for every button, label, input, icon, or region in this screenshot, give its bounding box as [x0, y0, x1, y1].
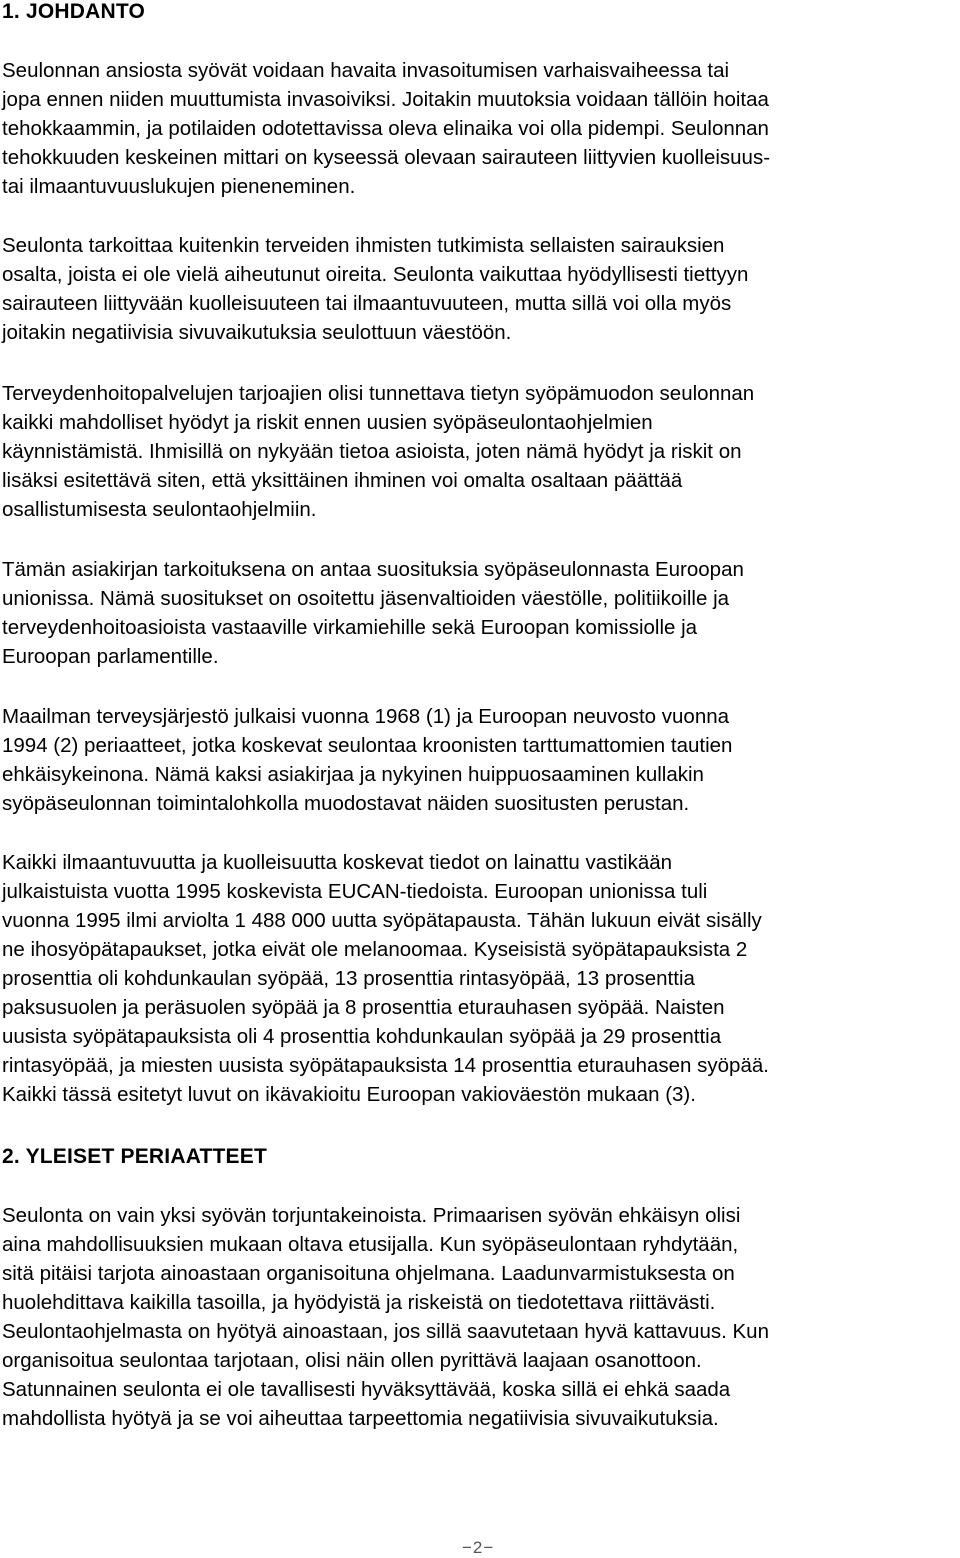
- text-line: julkaistuista vuotta 1995 koskevista EUCAN-tiedoista. Euroopan unionissa tuli: [2, 880, 708, 903]
- paragraph-3: [2, 379, 958, 524]
- text-line: 1994 (2) periaatteet, jotka koskevat seulontaa kroonisten tarttumattomien tautien: [2, 734, 733, 757]
- text-line: Maailman terveysjärjestö julkaisi vuonna 1968 (1) ja Euroopan neuvosto vuonna: [2, 705, 730, 728]
- text-line: tai ilmaantuvuuslukujen pieneneminen.: [2, 175, 356, 198]
- text-line: sairauteen liittyvään kuolleisuuteen tai ilmaantuvuuteen, mutta sillä voi olla myös: [2, 292, 732, 315]
- text-line: joitakin negatiivisia sivuvaikutuksia seulottuun väestöön.: [2, 321, 512, 344]
- text-line: jopa ennen niiden muuttumista invasoiviksi. Joitakin muutoksia voidaan tällöin hoitaa: [2, 88, 769, 111]
- text-line: aina mahdollisuuksien mukaan oltava etusijalla. Kun syöpäseulontaan ryhdytään,: [2, 1233, 739, 1256]
- paragraph-2: [2, 231, 958, 347]
- text-line: Kaikki tässä esitetyt luvut on ikävakioitu Euroopan vakioväestön mukaan (3).: [2, 1083, 696, 1106]
- text-line: unionissa. Nämä suositukset on osoitettu jäsenvaltioiden väestölle, politiikoille ja: [2, 587, 730, 610]
- text-line: Seulontaohjelmasta on hyötyä ainoastaan, jos sillä saavutetaan hyvä kattavuus. Kun: [2, 1320, 769, 1343]
- paragraph-1: [2, 56, 958, 201]
- paragraph-7: [2, 1201, 958, 1433]
- text-line: osallistumisesta seulontaohjelmiin.: [2, 498, 317, 521]
- text-line: Terveydenhoitopalvelujen tarjoajien olisi tunnettava tietyn syöpämuodon seulonnan: [2, 382, 755, 405]
- paragraph-6: [2, 848, 958, 1109]
- text-line: mahdollista hyötyä ja se voi aiheuttaa tarpeettomia negatiivisia sivuvaikutuksia.: [2, 1407, 719, 1430]
- text-line: vuonna 1995 ilmi arviolta 1 488 000 uutta syöpätapausta. Tähän lukuun eivät sisälly: [2, 909, 762, 932]
- text-line: tehokkuuden keskeinen mittari on kyseessä olevaan sairauteen liittyvien kuolleisuus-: [2, 146, 771, 169]
- text-line: syöpäseulonnan toimintalohkolla muodostavat näiden suositusten perustan.: [2, 792, 690, 815]
- text-line: käynnistämistä. Ihmisillä on nykyään tietoa asioista, joten nämä hyödyt ja riskit on: [2, 440, 742, 463]
- page-number: −2−: [462, 1538, 495, 1557]
- text-line: osalta, joista ei ole vielä aiheutunut oireita. Seulonta vaikuttaa hyödyllisesti tiettyyn: [2, 263, 749, 286]
- text-line: Seulonta tarkoittaa kuitenkin terveiden ihmisten tutkimista sellaisten sairauksien: [2, 234, 725, 257]
- text-line: kaikki mahdolliset hyödyt ja riskit ennen uusien syöpäseulontaohjelmien: [2, 411, 653, 434]
- section-2-heading: 2. YLEISET PERIAATTEET: [2, 1145, 268, 1168]
- text-line: paksusuolen ja peräsuolen syöpää ja 8 prosenttia eturauhasen syöpää. Naisten: [2, 996, 725, 1019]
- paragraph-4: [2, 555, 958, 671]
- text-line: uusista syöpätapauksista oli 4 prosenttia kohdunkaulan syöpää ja 29 prosenttia: [2, 1025, 722, 1048]
- text-line: ne ihosyöpätapaukset, jotka eivät ole melanoomaa. Kyseisistä syöpätapauksista 2: [2, 938, 748, 961]
- text-line: organisoitua seulontaa tarjotaan, olisi näin ollen pyrittävä laajaan osanottoon.: [2, 1349, 702, 1372]
- section-1-heading: 1. JOHDANTO: [2, 0, 146, 23]
- text-line: Seulonta on vain yksi syövän torjuntakeinoista. Primaarisen syövän ehkäisyn olisi: [2, 1204, 741, 1227]
- text-line: rintasyöpää, ja miesten uusista syöpätapauksista 14 prosenttia eturauhasen syöpää.: [2, 1054, 769, 1077]
- text-line: Seulonnan ansiosta syövät voidaan havaita invasoitumisen varhaisvaiheessa tai: [2, 59, 730, 82]
- text-line: terveydenhoitoasioista vastaaville virkamiehille sekä Euroopan komissiolle ja: [2, 616, 698, 639]
- text-line: Kaikki ilmaantuvuutta ja kuolleisuutta koskevat tiedot on lainattu vastikään: [2, 851, 673, 874]
- text-line: huolehdittava kaikilla tasoilla, ja hyödyistä ja riskeistä on tiedotettava riittävästi.: [2, 1291, 716, 1314]
- text-line: ehkäisykeinona. Nämä kaksi asiakirjaa ja nykyinen huippuosaaminen kullakin: [2, 763, 704, 786]
- text-line: Tämän asiakirjan tarkoituksena on antaa suosituksia syöpäseulonnasta Euroopan: [2, 558, 744, 581]
- paragraph-5: [2, 702, 958, 818]
- text-line: prosenttia oli kohdunkaulan syöpää, 13 prosenttia rintasyöpää, 13 prosenttia: [2, 967, 695, 990]
- text-line: tehokkaammin, ja potilaiden odotettavissa oleva elinaika voi olla pidempi. Seulonnan: [2, 117, 769, 140]
- text-line: sitä pitäisi tarjota ainoastaan organisoituna ohjelmana. Laadunvarmistuksesta on: [2, 1262, 735, 1285]
- text-line: Euroopan parlamentille.: [2, 645, 219, 668]
- text-line: lisäksi esitettävä siten, että yksittäinen ihminen voi omalta osaltaan päättää: [2, 469, 683, 492]
- text-line: Satunnainen seulonta ei ole tavallisesti hyväksyttävää, koska sillä ei ehkä saada: [2, 1378, 731, 1401]
